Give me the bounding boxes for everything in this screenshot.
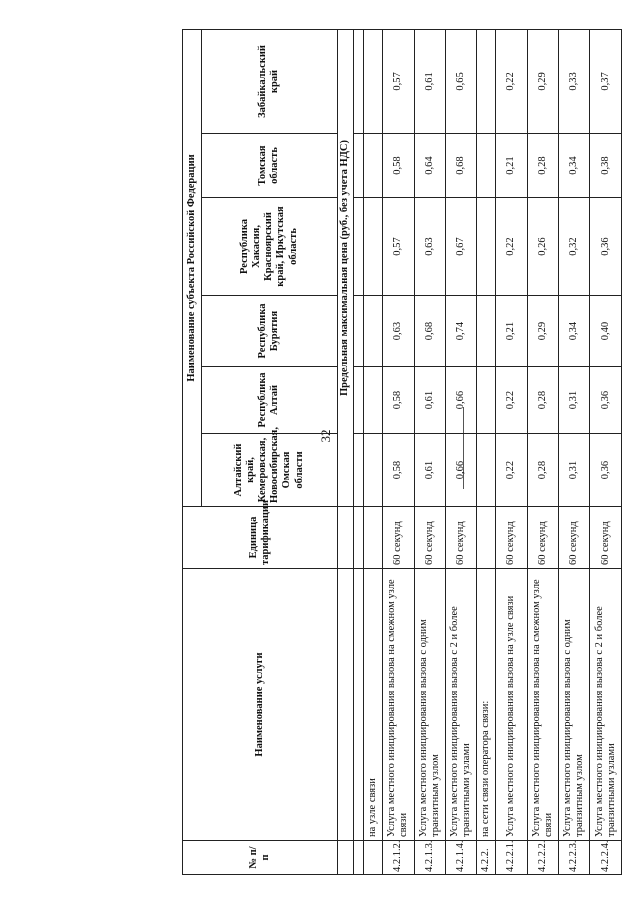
price-cell: 0,22 [496,367,527,434]
row-number: 4.2.2. [477,841,496,875]
header-regions-group: Наименование субъекта Российской Федерации [183,29,202,506]
price-cell: 0,31 [559,434,590,507]
price-cell: 0,68 [445,134,476,198]
unit-cell: 60 секунд [445,507,476,569]
table-row [559,29,590,874]
row-number: 4.2.1.3. [414,841,445,875]
price-cell: 0,63 [414,198,445,296]
price-cell: 0,31 [559,367,590,434]
price-cell: 0,21 [496,134,527,198]
unit-cell [477,507,496,569]
continued-text: на узле связи [364,569,383,841]
price-cell: 0,36 [590,434,622,507]
price-cell: 0,58 [383,134,414,198]
price-cell: 0,34 [559,134,590,198]
service-name: Услуга местного инициирования вызова с 2 и более транзитными узлами [445,569,476,841]
header-unit: Единица тарификации [183,507,338,569]
table-row [590,29,622,874]
service-name: Услуга местного инициирования вызова с одним транзитным узлом [559,569,590,841]
unit-cell: 60 секунд [590,507,622,569]
table-row [496,29,527,874]
price-cell: 0,38 [590,134,622,198]
price-cell [477,434,496,507]
header-region: Республика Хакасия, Красноярский край, Иркутская область [201,198,337,296]
tariff-table [182,29,622,875]
price-cell: 0,28 [527,367,558,434]
rotated-tariff-table [182,30,622,875]
price-cell: 0,63 [383,296,414,367]
header-num: № п/п [183,841,338,875]
row-number: 4.2.2.4. [590,841,622,875]
header-region: Забайкальский край [201,29,337,133]
table-row [477,29,496,874]
price-cell: 0,36 [590,198,622,296]
price-cell: 0,40 [590,296,622,367]
price-cell: 0,22 [496,29,527,133]
price-cell [477,367,496,434]
unit-cell: 60 секунд [559,507,590,569]
price-cell: 0,68 [414,296,445,367]
unit-cell: 60 секунд [383,507,414,569]
table-row [383,29,414,874]
price-cell: 0,66 [445,434,476,507]
price-cell [477,296,496,367]
price-cell [477,134,496,198]
table-row [445,29,476,874]
header-region: Алтайский край, Кемеровская, Новосибирская, Омская области [201,434,337,507]
price-cell: 0,26 [527,198,558,296]
empty-cell [338,569,354,841]
price-cell: 0,65 [445,29,476,133]
header-region: Республика Алтай [201,367,337,434]
row-number: 4.2.2.3. [559,841,590,875]
price-cell: 0,36 [590,367,622,434]
table-row [414,29,445,874]
header-price-note: Предельная максимальная цена (руб., без учета НДС) [338,29,354,506]
price-cell: 0,66 [445,367,476,434]
price-cell [477,198,496,296]
price-cell [477,29,496,133]
price-cell: 0,67 [445,198,476,296]
page-number: 32 [318,429,333,443]
service-name: Услуга местного инициирования вызова на узле связи [496,569,527,841]
price-cell: 0,33 [559,29,590,133]
row-number: 4.2.2.2. [527,841,558,875]
price-cell: 0,22 [496,198,527,296]
price-cell: 0,28 [527,134,558,198]
empty-cell [338,841,354,875]
row-number: 4.2.1.4. [445,841,476,875]
price-cell: 0,22 [496,434,527,507]
price-cell: 0,64 [414,134,445,198]
service-name: Услуга местного инициирования вызова на смежном узле связи [383,569,414,841]
unit-cell: 60 секунд [527,507,558,569]
price-cell: 0,29 [527,29,558,133]
service-name: Услуга местного инициирования вызова на смежном узле связи [527,569,558,841]
price-cell: 0,57 [383,198,414,296]
header-region: Томская область [201,134,337,198]
header-region: Республика Бурятия [201,296,337,367]
price-cell: 0,29 [527,296,558,367]
unit-cell: 60 секунд [496,507,527,569]
row-number: 4.2.1.2. [383,841,414,875]
empty-cell [338,507,354,569]
table-row [527,29,558,874]
service-name: на сети связи оператора связи: [477,569,496,841]
row-number: 4.2.2.1. [496,841,527,875]
price-cell: 0,28 [527,434,558,507]
unit-cell: 60 секунд [414,507,445,569]
price-cell: 0,58 [383,434,414,507]
price-cell: 0,61 [414,367,445,434]
price-cell: 0,21 [496,296,527,367]
price-cell: 0,61 [414,434,445,507]
price-cell: 0,58 [383,367,414,434]
price-cell: 0,34 [559,296,590,367]
price-cell: 0,32 [559,198,590,296]
price-cell: 0,74 [445,296,476,367]
service-name: Услуга местного инициирования вызова с одним транзитным узлом [414,569,445,841]
service-name: Услуга местного инициирования вызова с 2 и более транзитными узлами [590,569,622,841]
price-cell: 0,61 [414,29,445,133]
price-cell: 0,57 [383,29,414,133]
price-cell: 0,37 [590,29,622,133]
header-service: Наименование услуги [183,569,338,841]
